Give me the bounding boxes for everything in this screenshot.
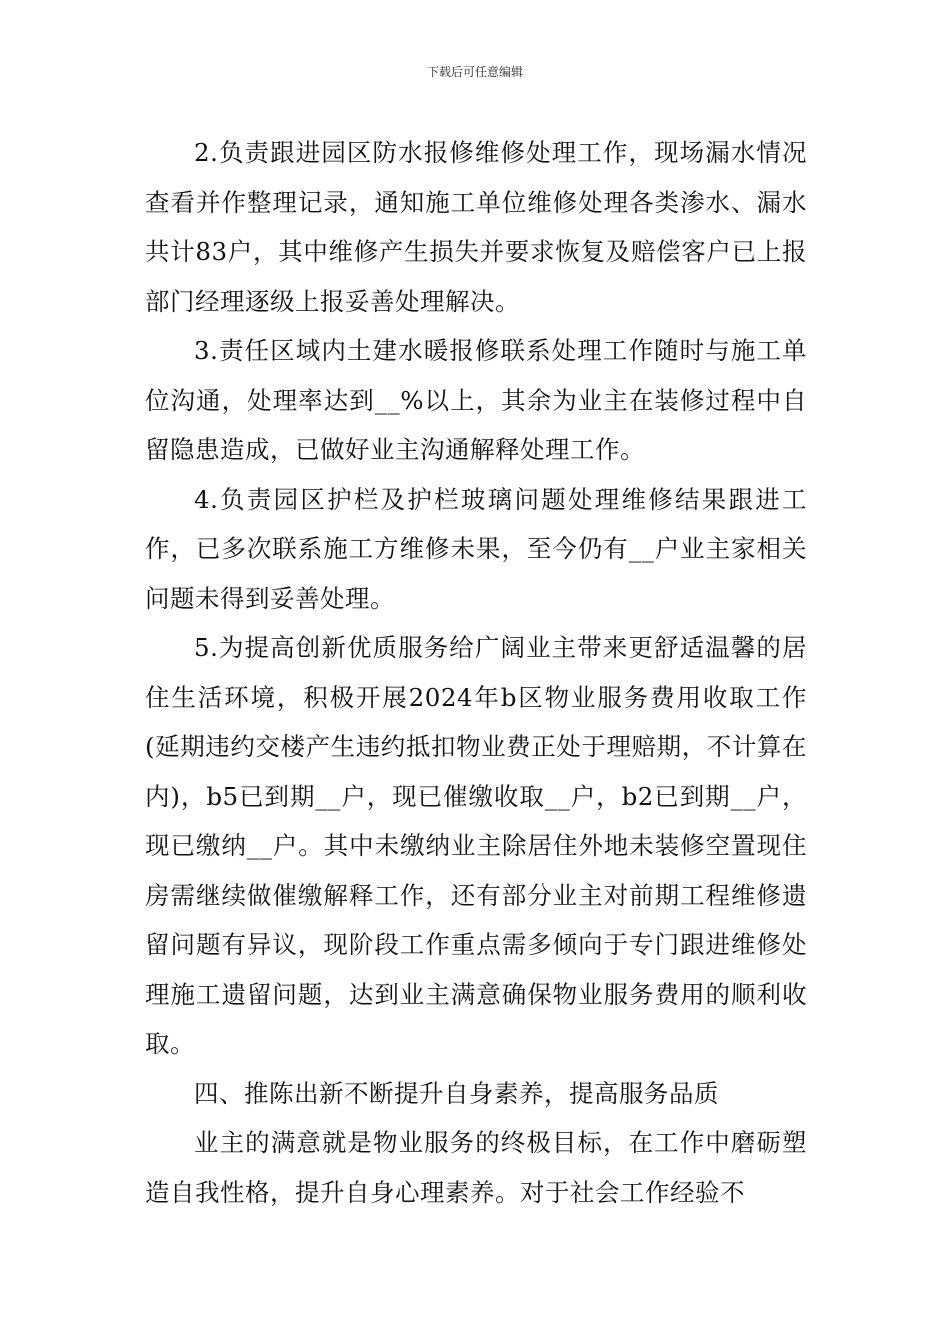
section-heading: 四、推陈出新不断提升自身素养，提高服务品质	[194, 1078, 719, 1108]
paragraph-continuation: 业主的满意就是物业服务的终极目标，在工作中磨砺塑造自我性格，提升自身心理素养。对于社会工作经验不	[145, 1128, 807, 1207]
page-header: 下载后可任意编辑	[426, 65, 523, 79]
paragraph-item-3: 3.责任区域内土建水暖报修联系处理工作随时与施工单位沟通，处理率达到__%以上，其余为业主在装修过程中自留隐患造成，已做好业主沟通解释处理工作。	[145, 336, 807, 464]
paragraph-item-4: 4.负责园区护栏及护栏玻璃问题处理维修结果跟进工作，已多次联系施工方维修未果，至今仍有__户业主家相关问题未得到妥善处理。	[145, 484, 807, 613]
paragraph-item-2: 2.负责跟进园区防水报修维修处理工作，现场漏水情况查看并作整理记录，通知施工单位维修处理各类渗水、漏水共计83户，其中维修产生损失并要求恢复及赔偿客户已上报部门经理逐级上报妥善处理解决。	[145, 138, 807, 316]
paragraph-item-5: 5.为提高创新优质服务给广阔业主带来更舒适温馨的居住生活环境，积极开展2024年b区物业服务费用收取工作(延期违约交楼产生违约抵扣物业费正处于理赔期，不计算在内)，b5已到期__户，现已催缴收取__户，b2已到期__户，现已缴纳__户。其中未缴纳业主除居住外地未装修空置现住房需继续做催缴解释工作，还有部分业主对前期工程维修遗留问题有异议，现阶段工作重点需多倾向于专门跟进维修处理施工遗留问题，达到业主满意确保物业服务费用的顺利收取。	[145, 633, 807, 1058]
document-body	[145, 128, 807, 1217]
